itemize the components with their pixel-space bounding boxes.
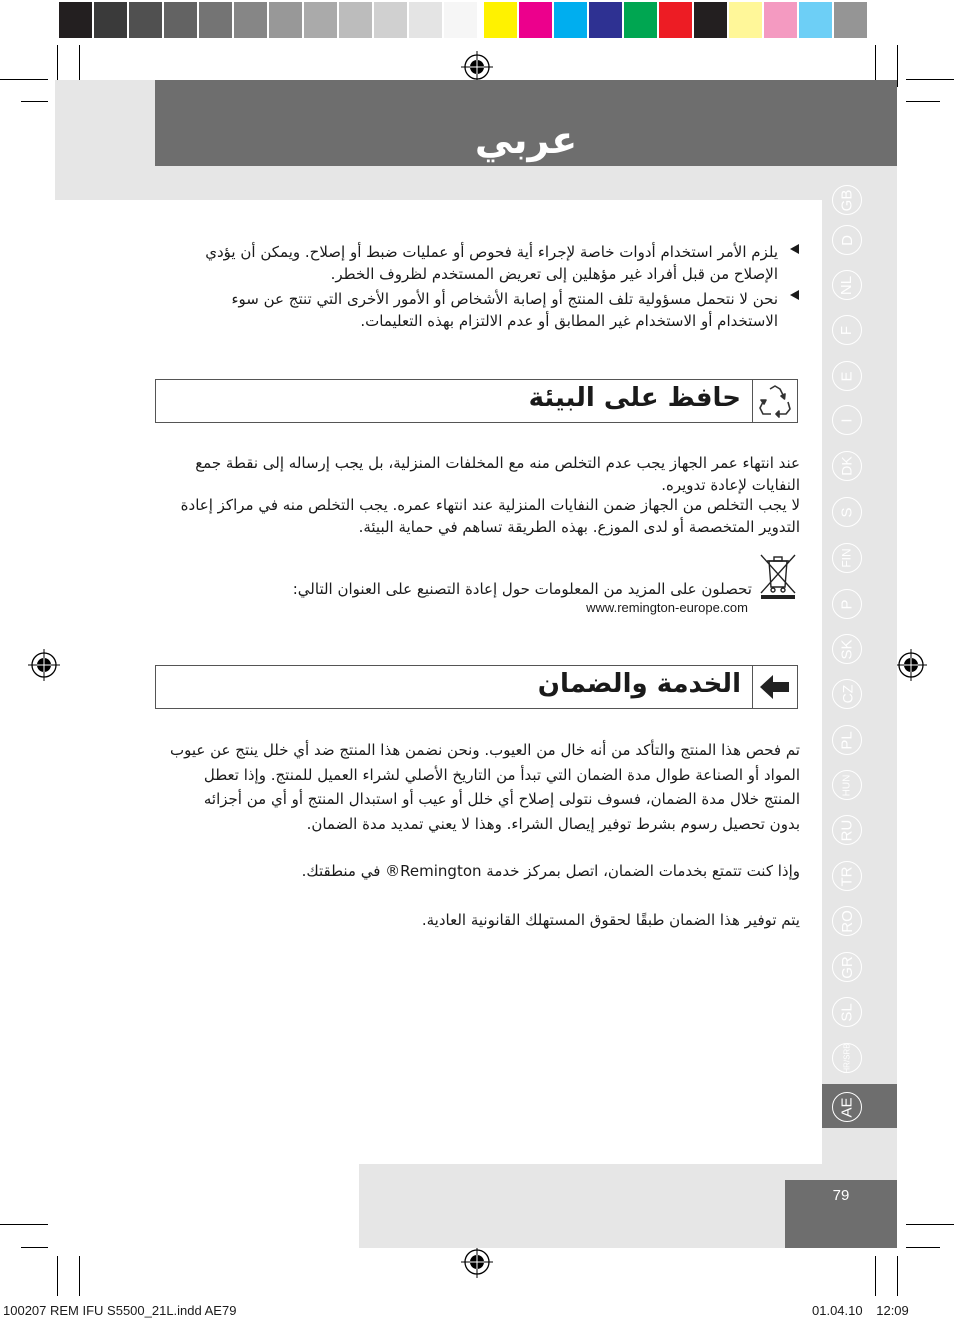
color-swatch <box>764 2 799 38</box>
language-tab-sk[interactable] <box>832 634 862 664</box>
color-swatch <box>304 2 339 38</box>
crop-mark <box>906 101 940 102</box>
crop-mark <box>897 1256 898 1296</box>
section-title: حافظ على البيئة <box>528 383 741 413</box>
language-tab-d[interactable] <box>832 225 862 255</box>
bullet-triangle-icon <box>790 290 799 300</box>
language-tab-ro[interactable] <box>832 906 862 936</box>
recycle-icon <box>752 380 797 422</box>
language-tab-cz[interactable] <box>832 679 862 709</box>
color-swatch <box>374 2 409 38</box>
language-tab-e[interactable] <box>832 361 862 391</box>
language-label: E <box>838 370 856 382</box>
crop-mark <box>0 79 48 80</box>
warranty-paragraph: يتم توفير هذا الضمان طبقًا لحقوق المستهلك القانونية العادية. <box>421 911 800 929</box>
crop-mark <box>906 1224 954 1225</box>
color-swatch <box>554 2 589 38</box>
crop-mark <box>906 1247 940 1248</box>
language-tab-dk[interactable] <box>832 451 862 481</box>
language-label: RO <box>838 909 856 933</box>
language-label: D <box>838 234 856 246</box>
language-tab-gr[interactable] <box>832 952 862 982</box>
registration-mark-icon <box>461 51 493 83</box>
language-label: I <box>838 417 856 423</box>
language-label: P <box>838 598 856 610</box>
language-label: DK <box>838 456 855 476</box>
color-swatch <box>234 2 269 38</box>
language-tab-pl[interactable] <box>832 725 862 755</box>
language-label: SK <box>838 638 856 660</box>
color-swatch <box>269 2 304 38</box>
recycling-info-text: تحصلون على المزيد من المعلومات حول إعادة التصنيع على العنوان التالي: <box>292 580 752 598</box>
color-swatch <box>659 2 694 38</box>
language-label: AE <box>838 1096 856 1118</box>
color-swatch <box>519 2 554 38</box>
language-tab-nl[interactable] <box>832 270 862 300</box>
language-tab-s[interactable] <box>832 497 862 527</box>
language-label: NL <box>838 275 856 295</box>
language-label: GB <box>838 189 856 211</box>
language-tab-hr-srb[interactable] <box>832 1043 862 1073</box>
registration-mark-icon <box>461 1246 493 1278</box>
warranty-paragraph: وإذا كنت تتمتع بخدمات الضمان، اتصل بمركز خدمة Remington® في منطقتك. <box>301 862 800 880</box>
print-file-info: 100207 REM IFU S5500_21L.indd AE79 <box>3 1303 237 1318</box>
color-swatch <box>444 2 479 38</box>
crop-mark <box>0 1224 48 1225</box>
language-tab-tr[interactable] <box>832 861 862 891</box>
color-swatch <box>624 2 659 38</box>
bullet-text: نحن لا نتحمل مسؤولية تلف المنتج أو إصابة الأشخاص أو الأمور الأخرى التي تنتج عن سوء الاستخدام أو الاستخدام غير المطابق أو عدم الالتزام بهذه التعليمات. <box>231 290 778 330</box>
website-link[interactable]: www.remington-europe.com <box>586 600 748 615</box>
language-label: CZ <box>838 684 855 704</box>
language-label: HR/SRB <box>842 1042 852 1074</box>
print-time: 12:09 <box>876 1303 909 1318</box>
bullet-text: يلزم الأمر استخدام أدوات خاصة لإجراء أية فحوص أو عمليات ضبط أو إصلاح. ويمكن أن يؤدي الإصلاح من قبل أفراد غير مؤهلين إلى تعريض المستخدم لظروف الخطر. <box>205 243 778 283</box>
language-tab-fin[interactable] <box>832 543 862 573</box>
crop-mark <box>897 45 898 87</box>
color-swatch <box>729 2 764 38</box>
color-swatch <box>409 2 444 38</box>
crop-mark <box>906 79 954 80</box>
registration-mark-icon <box>895 649 927 681</box>
color-swatch <box>694 2 729 38</box>
color-swatch <box>94 2 129 38</box>
crossed-bin-icon <box>758 551 798 599</box>
color-swatch <box>164 2 199 38</box>
warranty-paragraph: تم فحص هذا المنتج والتأكد من أنه خال من العيوب. ونحن نضمن هذا المنتج ضد أي خلل ينتج عن عيوب المواد أو الصناعة طوال مدة الضمان التي تبدأ من التاريخ الأصلي لشراء العميل للمنتج. وإذا تعطل المنتج خلال مدة الضمان، فسوف نتولى إصلاح أي خلل أو عيب أو استبدال المنتج أو أي من أجزائه بدون تحصيل رسوم بشرط توفير إيصال الشراء. وهذا لا يعني تمديد مدة الضمان. <box>170 741 800 833</box>
color-swatch <box>484 2 519 38</box>
color-swatch <box>589 2 624 38</box>
color-swatch <box>834 2 869 38</box>
print-date: 01.04.10 <box>812 1303 863 1318</box>
language-label: F <box>838 325 856 335</box>
environment-paragraph: لا يجب التخلص من الجهاز ضمن النفايات المنزلية عند انتهاء عمره. يجب التخلص منه في مراكز إعادة التدوير المتخصصة أو لدى الموزع. بهذه الطريقة تساهم في حماية البيئة. <box>180 496 800 536</box>
page-title: عربي <box>474 118 578 162</box>
language-tab-i[interactable] <box>832 405 862 435</box>
environment-section-header <box>155 379 798 423</box>
crop-mark <box>21 101 48 102</box>
color-bar <box>484 2 869 38</box>
service-section-header <box>155 665 798 709</box>
bullet-triangle-icon <box>790 244 799 254</box>
crop-mark <box>79 1256 80 1296</box>
arrow-left-icon <box>752 666 797 708</box>
crop-mark <box>875 1256 876 1296</box>
color-swatch <box>199 2 234 38</box>
language-label: FIN <box>840 548 854 568</box>
language-label: S <box>838 506 856 518</box>
crop-mark <box>57 1256 58 1296</box>
registration-mark-icon <box>28 649 60 681</box>
language-label: TR <box>838 866 856 886</box>
language-tab-ru[interactable] <box>832 815 862 845</box>
language-tab-hun[interactable] <box>832 770 862 800</box>
language-label: HUN <box>841 774 853 796</box>
language-tab-sl[interactable] <box>832 997 862 1027</box>
language-tab-ae[interactable] <box>832 1092 862 1122</box>
language-label: RU <box>838 819 856 841</box>
language-tab-gb[interactable] <box>832 185 862 215</box>
language-label: PL <box>838 730 856 750</box>
print-timestamp <box>812 1303 909 1318</box>
crop-mark <box>21 1247 48 1248</box>
language-label: SL <box>838 1002 856 1022</box>
language-label: GR <box>838 955 856 979</box>
section-title: الخدمة والضمان <box>537 669 741 699</box>
language-tab-p[interactable] <box>832 589 862 619</box>
color-swatch <box>799 2 834 38</box>
language-tab-f[interactable] <box>832 315 862 345</box>
grey-color-bar <box>59 2 479 38</box>
color-swatch <box>339 2 374 38</box>
environment-paragraph: عند انتهاء عمر الجهاز يجب عدم التخلص منه مع المخلفات المنزلية، بل يجب إرساله إلى نقطة جمع النفايات لإعادة تدويره. <box>195 454 800 494</box>
page-number: 79 <box>832 1187 850 1204</box>
color-swatch <box>129 2 164 38</box>
color-swatch <box>59 2 94 38</box>
